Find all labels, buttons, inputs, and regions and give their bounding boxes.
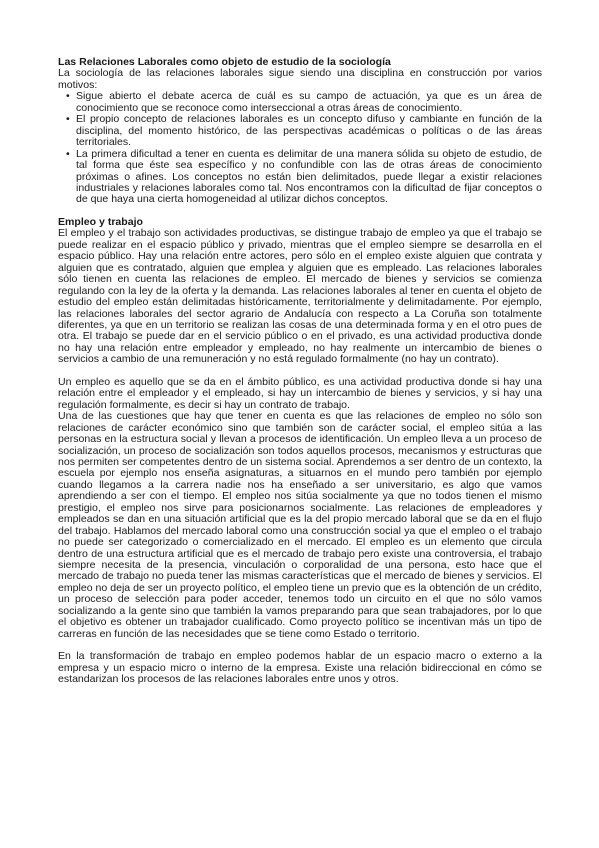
list-item-text: La primera dificultad a tener en cuenta es delimitar de una manera sólida su objeto de estudio, de tal forma que éste sea específico y no confundible con las de otras áreas de conocimiento próximas o afines. Los conceptos no están bien delimitados, puede llegar a existir relaciones industriales y relaciones laborales como tal. Nos encontramos con la dificultad de fijar conceptos o de que haya una cierta homogeneidad al utilizar dichos conceptos. (76, 147, 542, 206)
bullet-icon: • (66, 147, 70, 160)
paragraph: En la transformación de trabajo en empleo podemos hablar de un espacio macro o externo a la empresa y un espacio micro o interno de la empresa. Existe una relación bidireccional en cómo se estandarizan los procesos de las relaciones laborales entre unos y otros. (58, 650, 542, 686)
list-item (66, 90, 542, 114)
paragraph: El empleo y el trabajo son actividades productivas, se distingue trabajo de empleo ya que el trabajo se puede realizar en el espacio público y privado, mientras que el empleo siempre se desarrolla en el espacio público. Hay una relación entre actores, pero sólo en el empleo existe alguien que contrata y alguien que es contratado, alguien que emplea y alguien que es empleado. Las relaciones laborales sólo tienen en cuenta las relaciones de empleo. El mercado de bienes y servicios se comienza regulando con la ley de la oferta y la demanda. Las relaciones laborales al tener en cuenta el objeto de estudio del empleo están delimitadas históricamente, territorialmente y delimitadamente. Por ejemplo, las relaciones laborales del sector agrario de Andalucía con respecto a La Coruña son totalmente diferentes, ya que en un territorio se realizan las cosas de una determinada forma y en el otro pues de otra. El trabajo se puede dar en el servicio público o en el privado, es una actividad productiva donde no hay una relación entre empleador y empleado, no hay realmente un intercambio de bienes o servicios a cambio de una remuneración y no está regulado formalmente (no hay un contrato). (58, 227, 542, 366)
document-page (58, 57, 542, 686)
list-item (66, 113, 542, 149)
list-item (66, 147, 542, 206)
bullet-icon: • (66, 90, 70, 103)
paragraph: Un empleo es aquello que se da en el ámbito público, es una actividad productiva donde si hay una relación entre el empleador y el empleado, si hay un intercambio de bienes y servicios, y si hay una regulación formalmente, es decir si hay un contrato de trabajo. (58, 375, 542, 411)
bullet-icon: • (66, 113, 70, 126)
section-title-relaciones-laborales: Las Relaciones Laborales como objeto de estudio de la sociología (58, 56, 391, 68)
motives-list (58, 91, 542, 206)
list-item-text: El propio concepto de relaciones laborales es un concepto difuso y cambiante en función de la disciplina, del momento histórico, de las perspectivas académicas o políticas o de las áreas territoriales. (76, 113, 542, 149)
section-title-empleo-trabajo: Empleo y trabajo (58, 215, 143, 228)
list-item-text: Sigue abierto el debate acerca de cuál es su campo de actuación, ya que es un área de conocimiento que se reconoce como interseccional a otras áreas de conocimiento. (76, 90, 542, 114)
paragraph: Una de las cuestiones que hay que tener en cuenta es que las relaciones de empleo no sólo son relaciones de carácter económico sino que también son de carácter social, el empleo sitúa a las personas en la estructura social y llevan a procesos de identificación. Un empleo lleva a un proceso de socialización, un proceso de socialización son todos aquellos procesos, mecanismos y estructuras que nos permiten ser competentes dentro de un sistema social. Aprendemos a ser dentro de un contexto, la escuela por ejemplo nos enseña asignaturas, a situarnos en el mundo pero también por ejemplo cuando llegamos a la carrera nadie nos ha enseñado a ser universitario, es algo que vamos aprendiendo a ser con el tiempo. El empleo nos sitúa socialmente ya que no todos tienen el mismo prestigio, el empleo nos sirve para posicionarnos socialmente. Las relaciones de empleadores y empleados se dan en una situación artificial que es la del propio mercado laboral que se da en el flujo del trabajo. Hablamos del mercado laboral como una construcción social ya que el empleo o el trabajo no puede ser categorizado o comercializado en el mercado. El empleo es un elemento que circula dentro de una estructura artificial que es el mercado de trabajo pero existe una controversia, el trabajo siempre necesita de la presencia, vinculación o corporalidad de una persona, esto hace que el mercado de trabajo no pueda tener las mismas características que el mercado de bienes y servicios. El empleo no deja de ser un proyecto político, el empleo tiene un previo que es la obtención de un crédito, un proceso de selección para poder acceder, tenemos todo un circuito en el que no sólo vamos socializando a la gente sino que también la vamos preparando para que sean trabajadores, por lo que el objetivo es obtener un trabajador cualificado. Como proyecto político se incentivan más un tipo de carreras en función de las necesidades que se tiene como Estado o territorio. (58, 410, 542, 640)
section-intro: La sociología de las relaciones laborales sigue siendo una disciplina en construcción por varios motivos: (58, 67, 542, 91)
